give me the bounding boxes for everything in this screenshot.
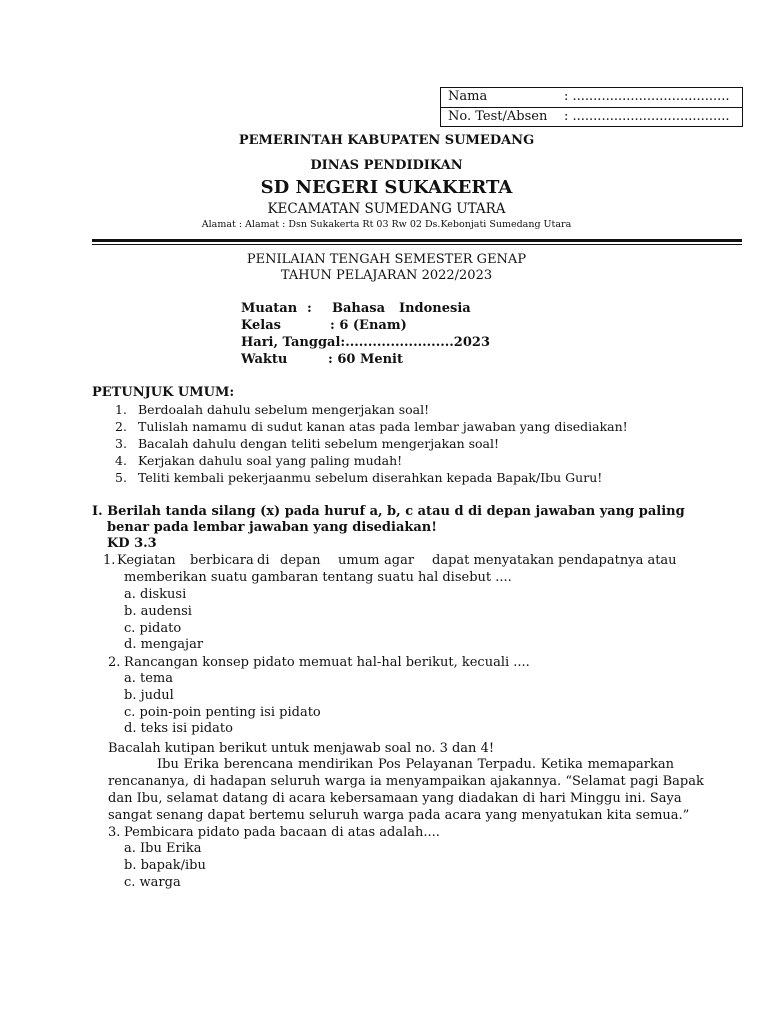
answer-option[interactable]: a. Ibu Erika [124,841,202,856]
question-text: memberikan suatu gambaran tentang suatu hal disebut .... [124,570,512,585]
student-id-box [440,87,743,127]
kelas-value: : 6 (Enam) [330,318,407,333]
question-word: agar [384,553,415,568]
department-header: DINAS PENDIDIKAN [310,158,463,173]
waktu-label: Waktu [241,352,288,367]
answer-option[interactable]: c. pidato [124,621,182,636]
section-heading-line2: benar pada lembar jawaban yang disediakan! [107,520,437,535]
question-word: di [257,553,270,568]
school-name: SD NEGERI SUKAKERTA [260,177,513,198]
answer-option[interactable]: b. bapak/ibu [124,858,206,873]
instruction-number: 1. [115,402,127,417]
muatan-label: Muatan [241,301,298,316]
question-text: Pembicara pidato pada bacaan di atas adalah.... [124,825,440,840]
answer-option[interactable]: a. tema [124,671,174,686]
name-label: Nama [448,89,488,104]
answer-option[interactable]: b. judul [124,688,174,703]
letterhead-rule-thick [92,239,742,242]
passage-line: sangat senang dapat bertemu seluruh warga pada acara yang menyatukan kita semua.” [108,808,690,823]
waktu-value: : 60 Menit [328,352,403,367]
muatan-value-2: Indonesia [399,301,471,316]
answer-option[interactable]: c. warga [124,875,181,890]
instructions-heading: PETUNJUK UMUM: [92,385,235,400]
question-number: 3. [108,825,121,840]
passage-line: rencananya, di hadapan seluruh warga ia menyampaikan ajakannya. “Selamat pagi Bapak [108,774,704,789]
instruction-number: 5. [115,470,127,485]
district-header: KECAMATAN SUMEDANG UTARA [267,201,506,217]
instruction-number: 3. [115,436,127,451]
question-word: Kegiatan [117,553,176,568]
kd-label: KD 3.3 [107,536,157,551]
test-number-field[interactable]: : ...................................... [564,109,730,124]
question-word: dapat menyatakan pendapatnya atau [432,553,677,568]
answer-option[interactable]: c. poin-poin penting isi pidato [124,705,321,720]
passage-intro: Bacalah kutipan berikut untuk menjawab soal no. 3 dan 4! [108,741,495,756]
answer-option[interactable]: d. teks isi pidato [124,721,233,736]
passage-line: Ibu Erika berencana mendirikan Pos Pelayanan Terpadu. Ketika memaparkan [157,757,674,772]
answer-option[interactable]: d. mengajar [124,637,204,652]
instruction-text: Kerjakan dahulu soal yang paling mudah! [138,453,403,468]
instruction-text: Berdoalah dahulu sebelum mengerjakan soal! [138,402,430,417]
name-row [441,88,742,108]
school-address: Alamat : Alamat : Dsn Sukakerta Rt 03 Rw 02 Ds.Kebonjati Sumedang Utara [201,219,572,230]
instruction-text: Bacalah dahulu dengan teliti sebelum mengerjakan soal! [138,436,500,451]
question-word: berbicara [190,553,254,568]
exam-year: TAHUN PELAJARAN 2022/2023 [280,268,493,283]
question-word: depan [280,553,321,568]
letterhead-rule-thin [92,244,742,245]
muatan-separator: : [307,301,312,316]
section-heading-line1: I. Berilah tanda silang (x) pada huruf a, b, c atau d di depan jawaban yang paling [92,504,685,519]
instruction-text: Teliti kembali pekerjaanmu sebelum diserahkan kepada Bapak/Ibu Guru! [138,470,603,485]
instruction-number: 2. [115,419,127,434]
test-number-row [441,108,742,127]
question-text: Rancangan konsep pidato memuat hal-hal berikut, kecuali .... [124,655,530,670]
test-number-label: No. Test/Absen [448,109,548,124]
instruction-text: Tulislah namamu di sudut kanan atas pada lembar jawaban yang disediakan! [138,419,628,434]
instruction-number: 4. [115,453,127,468]
answer-option[interactable]: a. diskusi [124,587,187,602]
name-field[interactable]: : ...................................... [564,89,730,104]
kelas-label: Kelas [241,318,281,333]
question-word: umum [338,553,380,568]
exam-title: PENILAIAN TENGAH SEMESTER GENAP [246,252,527,267]
muatan-value-1: Bahasa [332,301,386,316]
question-number: 1. [103,553,116,568]
government-header: PEMERINTAH KABUPATEN SUMEDANG [238,133,535,148]
passage-line: dan Ibu, selamat datang di acara kebersamaan yang diadakan di hari Minggu ini. Saya [108,791,682,806]
hari-tanggal: Hari, Tanggal:........................2023 [241,335,490,350]
question-number: 2. [108,655,121,670]
answer-option[interactable]: b. audensi [124,604,192,619]
